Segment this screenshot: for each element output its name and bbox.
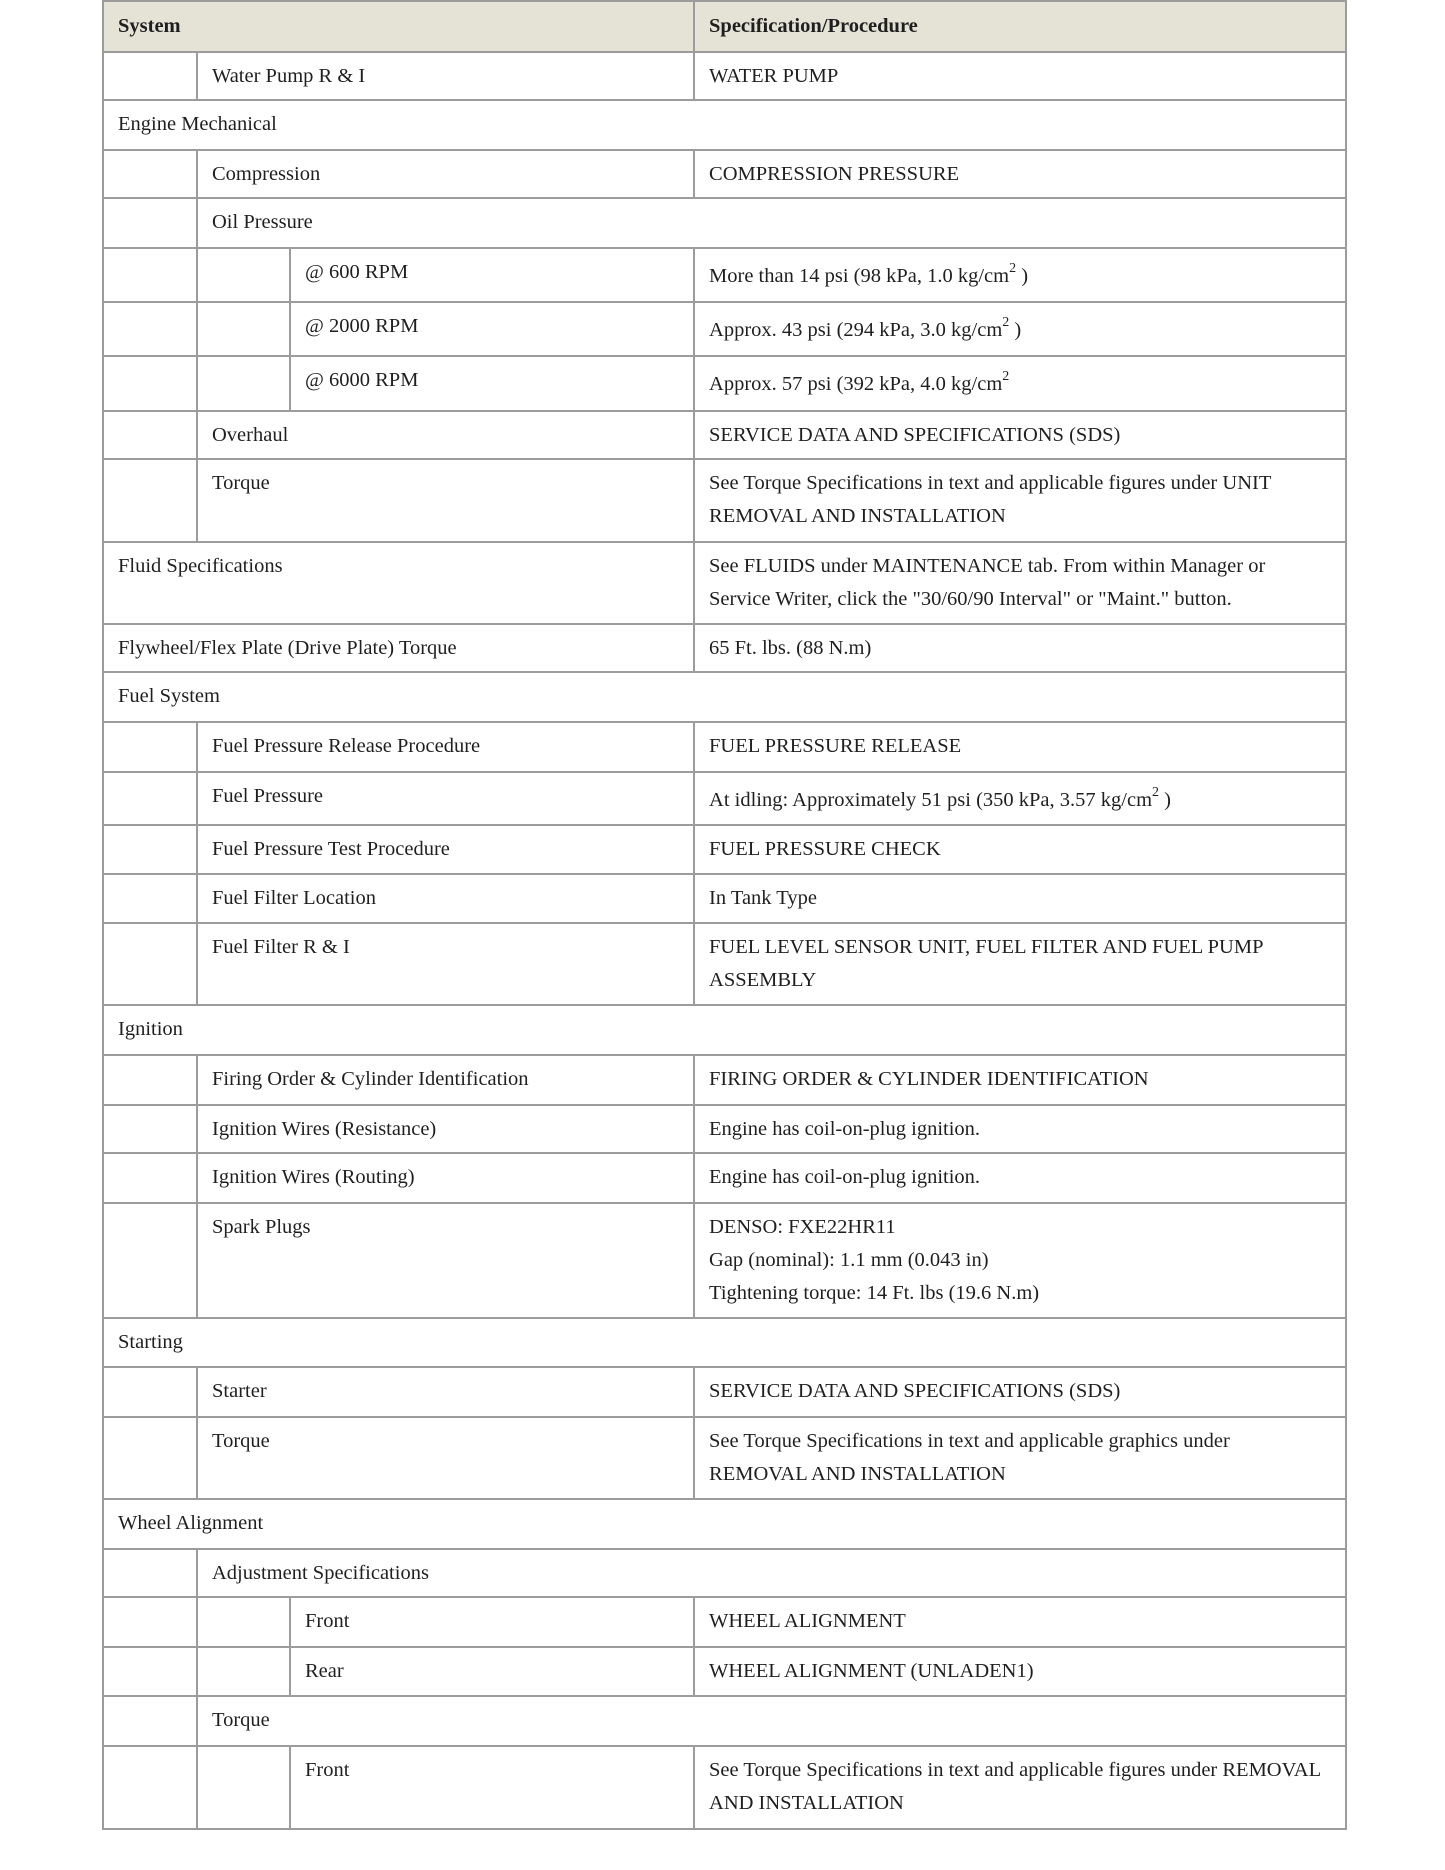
table-row (103, 1417, 1346, 1499)
spec-value-cell: WHEEL ALIGNMENT (694, 1597, 1346, 1647)
table-row (103, 1055, 1346, 1105)
system-label-cell: Fuel Filter Location (197, 874, 694, 923)
system-label-cell: @ 600 RPM (290, 248, 694, 302)
table-row (103, 722, 1346, 772)
indent-cell (103, 1367, 197, 1417)
table-row (103, 672, 1346, 722)
table-row (103, 248, 1346, 302)
spec-value-cell: 65 Ft. lbs. (88 N.m) (694, 624, 1346, 672)
specifications-table (102, 0, 1347, 1830)
table-row (103, 100, 1346, 150)
system-label-cell: Rear (290, 1647, 694, 1696)
spec-value-text: Approx. 43 psi (294 kPa, 3.0 kg/cm (709, 319, 1003, 341)
system-label-cell: Starting (103, 1318, 1346, 1367)
spec-column-header: Specification/Procedure (694, 1, 1346, 52)
spec-value-cell (694, 1203, 1346, 1318)
spec-value-cell: FUEL PRESSURE CHECK (694, 825, 1346, 874)
indent-cell (197, 302, 290, 356)
spec-value-cell (694, 248, 1346, 302)
spec-value-line: Gap (nominal): 1.1 mm (0.043 in) (709, 1249, 989, 1271)
spec-value-tail: ) (1159, 789, 1171, 811)
system-label-cell: Ignition (103, 1005, 1346, 1055)
spec-value-cell: In Tank Type (694, 874, 1346, 923)
table-row (103, 1105, 1346, 1153)
system-label-cell: Flywheel/Flex Plate (Drive Plate) Torque (103, 624, 694, 672)
spec-value-cell (694, 302, 1346, 356)
system-label-cell: Fluid Specifications (103, 542, 694, 624)
spec-value-line: Tightening torque: 14 Ft. lbs (19.6 N.m) (709, 1282, 1040, 1304)
spec-value-cell: Engine has coil-on-plug ignition. (694, 1105, 1346, 1153)
spec-value-cell (694, 772, 1346, 825)
system-label-cell: Front (290, 1597, 694, 1647)
table-row (103, 52, 1346, 100)
indent-cell (103, 1597, 197, 1647)
indent-cell (197, 1597, 290, 1647)
indent-cell (103, 302, 197, 356)
spec-value-cell: WHEEL ALIGNMENT (UNLADEN1) (694, 1647, 1346, 1696)
spec-value-cell: SERVICE DATA AND SPECIFICATIONS (SDS) (694, 1367, 1346, 1417)
table-row (103, 1696, 1346, 1746)
system-label-cell: Fuel System (103, 672, 1346, 722)
indent-cell (103, 772, 197, 825)
system-label-cell: @ 2000 RPM (290, 302, 694, 356)
table-row (103, 1367, 1346, 1417)
indent-cell (103, 825, 197, 874)
spec-value-cell: WATER PUMP (694, 52, 1346, 100)
table-row (103, 356, 1346, 411)
spec-value-tail: ) (1016, 265, 1029, 287)
table-row (103, 1005, 1346, 1055)
spec-value-text: More than 14 psi (98 kPa, 1.0 kg/cm (709, 265, 1010, 287)
table-row (103, 1549, 1346, 1597)
spec-value-cell: FUEL PRESSURE RELEASE (694, 722, 1346, 772)
table-row (103, 624, 1346, 672)
table-row (103, 772, 1346, 825)
spec-value-line: DENSO: FXE22HR11 (709, 1216, 896, 1238)
indent-cell (103, 52, 197, 100)
indent-cell (103, 198, 197, 248)
spec-value-cell: SERVICE DATA AND SPECIFICATIONS (SDS) (694, 411, 1346, 459)
system-label-cell: Torque (197, 459, 694, 542)
system-label-cell: Front (290, 1746, 694, 1829)
indent-cell (197, 1746, 290, 1829)
spec-value-cell: FUEL LEVEL SENSOR UNIT, FUEL FILTER AND FUEL PUMP ASSEMBLY (694, 923, 1346, 1005)
spec-value-cell (694, 356, 1346, 411)
system-label-cell: Compression (197, 150, 694, 198)
system-label-cell: Starter (197, 1367, 694, 1417)
superscript-exponent: 2 (1002, 369, 1010, 385)
indent-cell (103, 150, 197, 198)
system-label-cell: Water Pump R & I (197, 52, 694, 100)
table-row (103, 1153, 1346, 1203)
indent-cell (103, 1746, 197, 1829)
system-label-cell: Firing Order & Cylinder Identification (197, 1055, 694, 1105)
indent-cell (103, 248, 197, 302)
system-label-cell: Fuel Filter R & I (197, 923, 694, 1005)
spec-value-tail: ) (1009, 319, 1022, 341)
indent-cell (103, 1647, 197, 1696)
indent-cell (103, 1203, 197, 1318)
indent-cell (197, 356, 290, 411)
table-header-row (103, 1, 1346, 52)
indent-cell (103, 356, 197, 411)
spec-value-cell: FIRING ORDER & CYLINDER IDENTIFICATION (694, 1055, 1346, 1105)
system-label-cell: Engine Mechanical (103, 100, 1346, 150)
table-row (103, 825, 1346, 874)
spec-value-text: At idling: Approximately 51 psi (350 kPa, 3.57 kg/cm (709, 789, 1153, 811)
system-label-cell: Wheel Alignment (103, 1499, 1346, 1549)
table-row (103, 411, 1346, 459)
table-row (103, 1499, 1346, 1549)
spec-value-cell: See FLUIDS under MAINTENANCE tab. From within Manager or Service Writer, click the "30/60/90 Interval" or "Maint." button. (694, 542, 1346, 624)
system-column-header: System (103, 1, 694, 52)
system-label-cell: Ignition Wires (Routing) (197, 1153, 694, 1203)
table-row (103, 1597, 1346, 1647)
spec-value-cell: See Torque Specifications in text and applicable graphics under REMOVAL AND INSTALLATION (694, 1417, 1346, 1499)
specifications-table-body (103, 52, 1346, 1829)
table-row (103, 459, 1346, 542)
table-row (103, 542, 1346, 624)
system-label-cell: Fuel Pressure (197, 772, 694, 825)
superscript-exponent: 2 (1002, 315, 1010, 331)
indent-cell (103, 1417, 197, 1499)
indent-cell (103, 1549, 197, 1597)
indent-cell (103, 459, 197, 542)
indent-cell (103, 1055, 197, 1105)
indent-cell (103, 923, 197, 1005)
table-row (103, 1647, 1346, 1696)
table-row (103, 150, 1346, 198)
system-label-cell: Torque (197, 1417, 694, 1499)
spec-value-cell: See Torque Specifications in text and applicable figures under UNIT REMOVAL AND INSTALLATION (694, 459, 1346, 542)
system-label-cell: Ignition Wires (Resistance) (197, 1105, 694, 1153)
table-row (103, 1318, 1346, 1367)
superscript-exponent: 2 (1009, 261, 1017, 277)
superscript-exponent: 2 (1152, 785, 1160, 801)
table-row (103, 923, 1346, 1005)
system-label-cell: Adjustment Specifications (197, 1549, 1346, 1597)
spec-value-cell: Engine has coil-on-plug ignition. (694, 1153, 1346, 1203)
indent-cell (197, 1647, 290, 1696)
spec-value-text: Approx. 57 psi (392 kPa, 4.0 kg/cm (709, 373, 1003, 395)
system-label-cell: Fuel Pressure Release Procedure (197, 722, 694, 772)
indent-cell (197, 248, 290, 302)
system-label-cell: Fuel Pressure Test Procedure (197, 825, 694, 874)
indent-cell (103, 1105, 197, 1153)
system-label-cell: @ 6000 RPM (290, 356, 694, 411)
system-label-cell: Oil Pressure (197, 198, 1346, 248)
table-row (103, 874, 1346, 923)
indent-cell (103, 722, 197, 772)
system-label-cell: Overhaul (197, 411, 694, 459)
indent-cell (103, 1696, 197, 1746)
table-row (103, 302, 1346, 356)
spec-value-cell: COMPRESSION PRESSURE (694, 150, 1346, 198)
table-row (103, 1203, 1346, 1318)
indent-cell (103, 411, 197, 459)
table-row (103, 198, 1346, 248)
system-label-cell: Spark Plugs (197, 1203, 694, 1318)
system-label-cell: Torque (197, 1696, 1346, 1746)
table-row (103, 1746, 1346, 1829)
indent-cell (103, 874, 197, 923)
indent-cell (103, 1153, 197, 1203)
spec-value-cell: See Torque Specifications in text and applicable figures under REMOVAL AND INSTALLATION (694, 1746, 1346, 1829)
